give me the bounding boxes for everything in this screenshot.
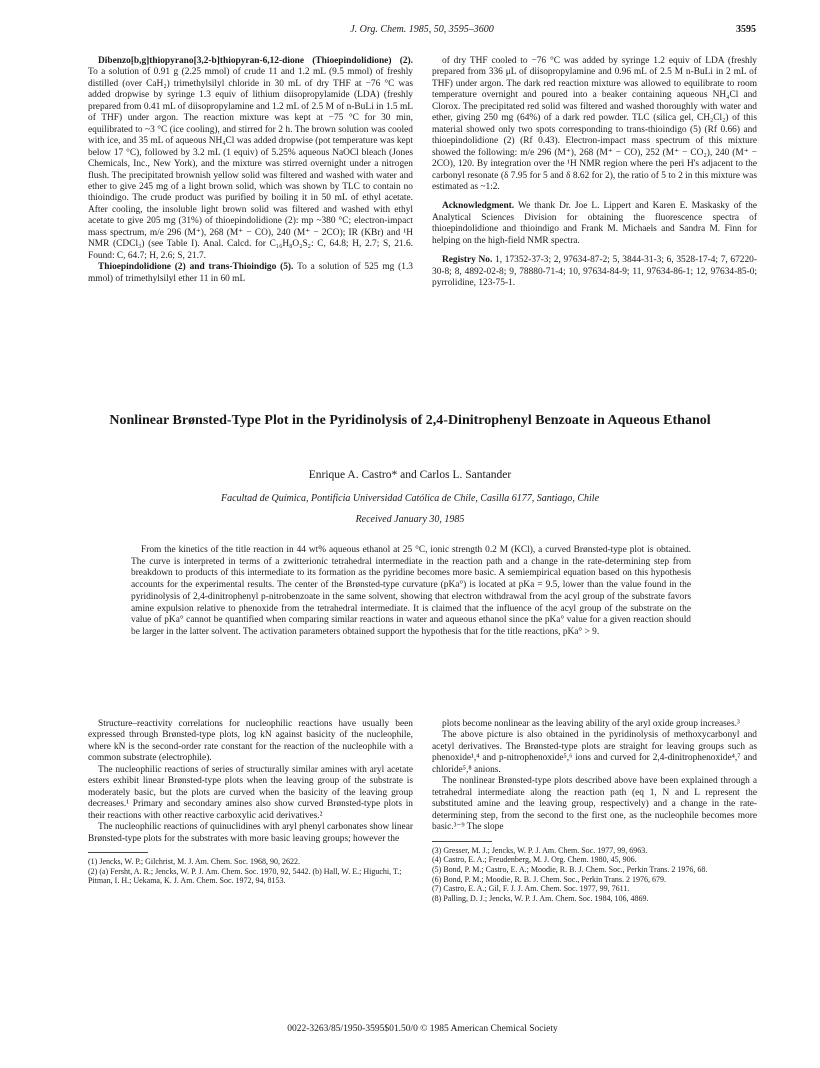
article-affiliation: Facultad de Química, Pontificia Universidad Católica de Chile, Casilla 6177, Santiago, Chile (220, 493, 600, 504)
received-date: Received January 30, 1985 (355, 514, 465, 525)
synthesis-text-1: To a solution of 0.91 g (2.25 mmol) of crude 11 and 1.2 mL (9.5 mmol) of freshly distilled (over CaH₂) trimethylsilyl chloride in 30 mL of dry THF at −76 °C was added dropwise by syringe 1.3 equiv of lithium diisopropylamide (LDA) (freshly prepared from 0.41 mL of diisopropylamine and 1.2 mL of 2.5 M of n-BuLi in 1.5 mL of THF) under argon. The reaction mixture was kept at −75 °C for 30 min, equilibrated to ~3 °C (ice cooling), and stirred for 2 h. The brown solution was cooled with ice, and 35 mL of aqueous NH₄Cl was added dropwise (pot temperature was kept below 17 °C), followed by 3.2 mL (1 equiv) of 5.25% aqueous NaOCl bleach (Jones Chemicals, Inc., New York), and the mixture was stirred overnight under a nitrogen flush. The precipitated brownish yellow solid was filtered and washed with water and ether to give 245 mg of a light brown solid, which was shown by TLC to contain no thioindigo. The crude product was purified by boiling it in 50 mL of ethyl acetate. After cooling, the insoluble light brown solid was filtered and washed with ethyl acetate to give 205 mg (31%) of thioepindolidione (2): mp ~380 °C; electron-impact mass spectrum, m/e 296 (M⁺), 268 (M⁺ − CO), 240 (M⁺ − 2CO); IR (KBr) and ¹H NMR (CDCl₃) (see Table I). Anal. Calcd. for C₁₆H₈O₂S₂: C, 64.8; H, 2.7; S, 21.6. Found: C, 64.7; H, 2.6; S, 21.7. (88, 67, 413, 261)
body-paragraph: The nucleophilic reactions of quinuclidines with aryl phenyl carbonates show linear Brønsted-type plots for the substrates with more basic leaving groups; however the (88, 822, 413, 844)
article-body-right-column (432, 719, 757, 904)
page-number: 3595 (736, 24, 756, 35)
body-paragraph: The nonlinear Brønsted-type plots described above have been explained through a tetrahedral intermediate along the reaction path (eq 1, N and L represent the substituted amine and the leaving group, respectively) and a change in the rate-determining step, from the second to the first one, as the nucleophile becomes more basic.³⁻⁹ The slope (432, 776, 757, 833)
footnote-rule (432, 841, 492, 842)
footnotes-right (432, 846, 757, 904)
acknowledgment-text: We thank Dr. Joe L. Lippert and Karen E. Maskasky of the Analytical Sciences Division for obtaining the fluorescence spectra of thioepindolidione and thioindigo and Frank M. Michaels and Sandra M. Finn for helping on the high-field NMR spectra. (432, 201, 757, 246)
body-paragraph: The above picture is also obtained in the pyridinolysis of methoxycarbonyl and acetyl derivatives. The Brønsted-type plots are straight for leaving groups such as phenoxide¹,⁴ and p-nitrophenoxide⁵,⁶ ions and curved for 2,4-dinitrophenoxide⁴,⁷ and chloride⁵,⁸ anions. (432, 730, 757, 775)
footnote: (8) Palling, D. J.; Jencks, W. P. J. Am. Chem. Soc. 1984, 106, 4869. (432, 894, 649, 904)
synthesis-heading-1: Dibenzo[b,g]thiopyrano[3,2-b]thiopyran-6,12-dione (Thioepindolidione) (2). (98, 56, 413, 66)
footnote: (2) (a) Fersht, A. R.; Jencks, W. P. J. Am. Chem. Soc. 1970, 92, 5442. (b) Hall, W. E.; Higuchi, T.; Pitman, I. H.; Uekama, K. J. Am. Chem. Soc. 1972, 94, 8153. (88, 866, 402, 886)
running-head (88, 24, 756, 40)
page-footer: 0022-3263/85/1950-3595$01.50/0 © 1985 American Chemical Society (287, 1024, 558, 1034)
footnote: (3) Gresser, M. J.; Jencks, W. P. J. Am. Chem. Soc. 1977, 99, 6963. (432, 845, 648, 855)
registry-text: 1, 17352-37-3; 2, 97634-87-2; 5, 3844-31-3; 6, 3528-17-4; 7, 67220-30-8; 8, 4892-02-8; 9, 78880-71-4; 10, 97634-84-9; 11, 97634-86-1; 12, 97634-85-0; pyrrolidine, 123-75-1. (432, 255, 757, 289)
body-paragraph: plots become nonlinear as the leaving ability of the aryl oxide group increases.³ (442, 719, 740, 729)
previous-article-columns (88, 56, 757, 356)
footnote: (6) Bond, P. M.; Moodie, R. B. J. Chem. Soc., Perkin Trans. 2 1976, 679. (432, 874, 667, 884)
footnote: (7) Castro, E. A.; Gil, F. J. J. Am. Chem. Soc. 1977, 99, 7611. (432, 884, 630, 894)
synthesis-text-2: To a solution of 525 mg (1.3 mmol) of trimethylsilyl ether 11 in 60 mL (88, 262, 413, 284)
footnotes-left (88, 857, 413, 886)
body-paragraph: The nucleophilic reactions of series of structurally similar amines with aryl acetate esters exhibit linear Brønsted-type plots when the leaving group of the substrate is moderately basic, but the plots are curved when the basicity of the leaving group decreases.¹ Primary and secondary amines also show curved Brønsted-type plots in their reactions with other reactive carboxylic acid derivatives.² (88, 764, 413, 821)
article-body-columns (88, 719, 757, 1019)
article-authors: Enrique A. Castro* and Carlos L. Santander (308, 469, 512, 481)
synthesis-continuation: of dry THF cooled to −76 °C was added by syringe 1.2 equiv of LDA (freshly prepared from 336 μL of diisopropylamine and 0.96 mL of 2.5 M n-BuLi in 2 mL of THF) under argon. The dark red reaction mixture was allowed to equilibrate to room temperature overnight and poured into a beaker containing aqueous NH₄Cl and Clorox. The precipitated red solid was filtered and washed thoroughly with water and ether, giving 250 mg (64%) of a dark red powder. TLC (silica gel, CH₂Cl₂) of this material showed only two spots corresponding to trans-thioindigo (5) (Rf 0.66) and thioepindolidione (2) (Rf 0.43). Electron-impact mass spectrum of this mixture showed the following: m/e 296 (M⁺), 268 (M⁺ − CO), 252 (M⁺ − CO₂), 240 (M⁺ − 2CO), 120. By integration over the ¹H NMR region where the peri H's adjacent to the carbonyl resonate (δ 7.95 for 5 and δ 8.62 for 2), the ratio of 5 to 2 in this mixture was estimated as ~1:2. (432, 56, 757, 192)
registry-heading: Registry No. (442, 255, 493, 266)
footnote: (4) Castro, E. A.; Freudenberg, M. J. Org. Chem. 1980, 45, 906. (432, 855, 637, 865)
article-body-left-column (88, 719, 413, 886)
previous-article-left-column (88, 56, 413, 285)
article-abstract: From the kinetics of the title reaction in 44 wt% aqueous ethanol at 25 °C, ionic strength 0.2 M (KCl), a curved Brønsted-type plot is obtained. The curve is interpreted in terms of a zwitterionic tetrahedral intermediate in the reaction path and a change in the rate-determining step from breakdown to products of this intermediate to its formation as the pyridine becomes more basic. A semiempirical equation based on this hypothesis accounts for the experimental results. The center of the Brønsted-type curvature (pKa°) is located at pKa = 9.5, lower than the value found in the pyridinolysis of 2,4-dinitrophenyl p-nitrobenzoate in the same solvent, showing that electron withdrawal from the acyl group of the substrate favors amine expulsion relative to phenoxide from the tetrahedral intermediate. It is claimed that the influence of the acyl group of the substrate on the value of pKa° cannot be quantified when comparing similar reactions in water and aqueous ethanol since the pKa° value for a given reaction should be larger in the latter solvent. The activation parameters obtained support the hypothesis that for the title reactions, pKa° > 9. (131, 545, 691, 637)
synthesis-heading-2: Thioepindolidione (2) and trans-Thioindigo (5). (98, 262, 294, 273)
body-paragraph: Structure–reactivity correlations for nucleophilic reactions have usually been expressed through Brønsted-type plots, log kN against basicity of the nucleophile, where kN is the second-order rate constant for the reaction of the nucleophile with a common substrate (electrophile). (88, 719, 413, 764)
footnote: (5) Bond, P. M.; Castro, E. A.; Moodie, R. B. J. Chem. Soc., Perkin Trans. 2 1976, 68. (432, 864, 708, 874)
footnote-rule (88, 852, 148, 853)
footnote: (1) Jencks, W. P.; Gilchrist, M. J. Am. Chem. Soc. 1968, 90, 2622. (88, 856, 301, 866)
journal-citation: J. Org. Chem. 1985, 50, 3595–3600 (350, 24, 494, 35)
article-title: Nonlinear Brønsted-Type Plot in the Pyridinolysis of 2,4-Dinitrophenyl Benzoate in Aqueous Ethanol (109, 413, 711, 428)
previous-article-right-column (432, 56, 757, 290)
acknowledgment-heading: Acknowledgment. (442, 201, 515, 212)
